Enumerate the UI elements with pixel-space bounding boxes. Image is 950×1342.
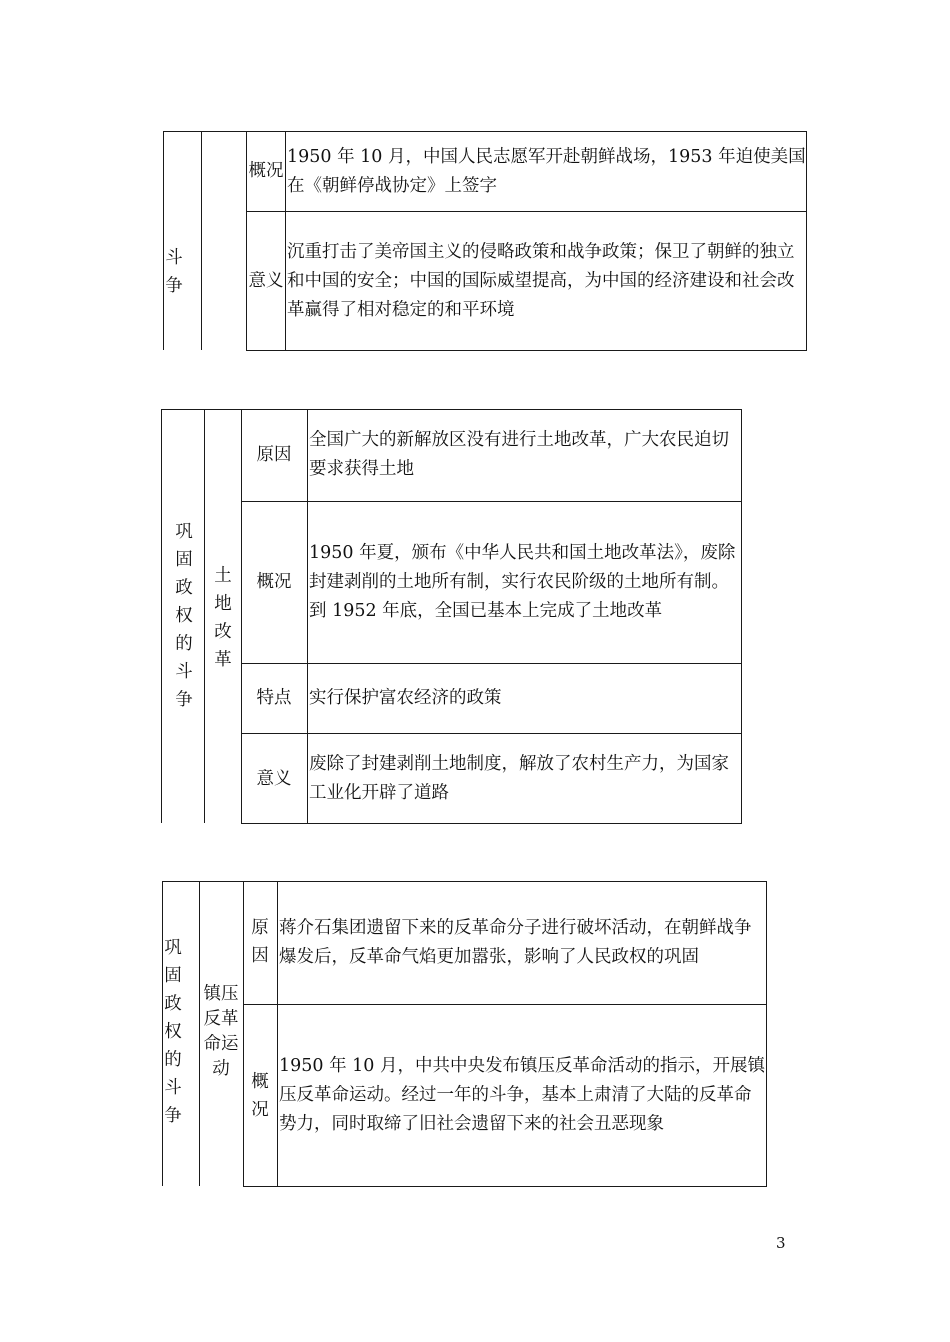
table-border — [246, 211, 807, 212]
row-text: 蒋介石集团遗留下来的反革命分子进行破坏活动，在朝鲜战争爆发后，反革命气焰更加嚣张，影响了人民政权的巩固 — [279, 918, 752, 967]
category-label: 斗争 — [165, 248, 183, 296]
row-text: 1950 年 10 月，中国人民志愿军开赴朝鲜战场，1953 年迫使美国在《朝鲜停战协定》上签字 — [287, 147, 806, 196]
table-border — [246, 350, 807, 351]
row-text: 1950 年 10 月，中共中央发布镇压反革命活动的指示，开展镇压反革命运动。经过一年的斗争，基本上肃清了大陆的反革命势力，同时取缔了旧社会遗留下来的社会丑恶现象 — [279, 1056, 765, 1134]
row-text: 沉重打击了美帝国主义的侵略政策和战争政策；保卫了朝鲜的独立和中国的安全；中国的国际威望提高，为中国的经济建设和社会改革赢得了相对稳定的和平环境 — [287, 242, 795, 320]
row-label: 意义 — [248, 271, 284, 291]
row-label: 意义 — [256, 769, 292, 789]
row-text: 1950 年夏，颁布《中华人民共和国土地改革法》，废除封建剥削的土地所有制，实行农民阶级的土地所有制。到 1952 年底，全国已基本上完成了土地改革 — [309, 543, 736, 621]
page-number: 3 — [776, 1234, 786, 1252]
table-border — [243, 881, 244, 1187]
row-text: 实行保护富农经济的政策 — [309, 688, 502, 708]
table-border — [163, 131, 807, 132]
table-border — [241, 733, 741, 734]
table-border — [201, 131, 202, 350]
category-label: 巩固政权的斗争 — [175, 522, 193, 710]
table-border — [161, 409, 162, 823]
table-border — [277, 881, 278, 1187]
table-border — [307, 409, 308, 824]
row-text: 废除了封建剥削土地制度，解放了农村生产力，为国家工业化开辟了道路 — [309, 754, 729, 803]
row-label: 原因 — [251, 918, 269, 966]
table-border — [161, 409, 741, 410]
row-label: 概况 — [251, 1072, 269, 1120]
table-border — [241, 501, 741, 502]
table-border — [241, 409, 242, 824]
subcategory-label: 镇压反革命运动 — [203, 984, 239, 1079]
table-border — [243, 1186, 766, 1187]
table-border — [241, 663, 741, 664]
row-label: 概况 — [248, 161, 284, 181]
table-border — [806, 131, 807, 351]
subcategory-label: 土地改革 — [214, 566, 232, 670]
table-border — [241, 823, 741, 824]
row-label: 概况 — [256, 572, 292, 592]
table-border — [741, 409, 742, 824]
row-label: 原因 — [256, 445, 292, 465]
table-border — [162, 881, 766, 882]
row-label: 特点 — [256, 688, 292, 708]
table-border — [766, 881, 767, 1187]
table-border — [199, 881, 200, 1186]
table-border — [204, 409, 205, 823]
table-border — [163, 131, 164, 350]
category-label: 巩固政权的斗争 — [164, 938, 182, 1126]
table-border — [243, 1004, 766, 1005]
row-text: 全国广大的新解放区没有进行土地改革，广大农民迫切要求获得土地 — [309, 430, 729, 479]
